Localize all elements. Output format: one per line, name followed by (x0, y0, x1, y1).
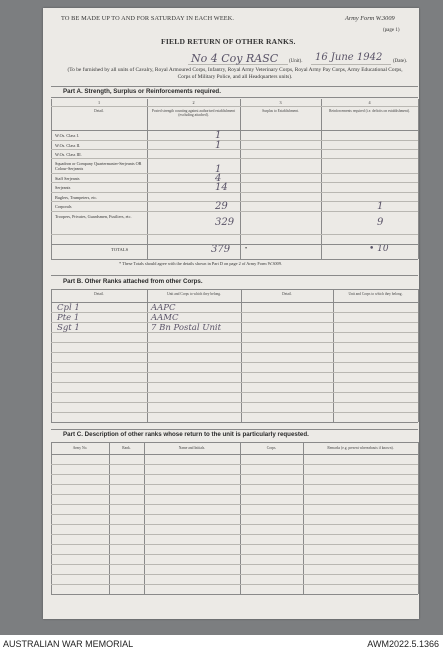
part-a-col-rule (321, 99, 322, 259)
date-handwritten: 16 June 1942 (315, 52, 383, 63)
part-b-row-rule (51, 312, 418, 313)
part-a-row-rule (51, 140, 418, 141)
part-b-col-rule (418, 289, 419, 422)
part-a-totals-label: TOTALS (111, 247, 129, 252)
part-a-row-strength: 14 (215, 182, 228, 193)
part-b-row-rule (51, 412, 418, 413)
part-b-row-rule (51, 362, 418, 363)
part-b-row-detail: Sgt 1 (57, 323, 80, 333)
part-a-row-detail: W.Os. Class III. (55, 152, 82, 157)
part-c-row-rule (51, 464, 418, 465)
part-a-row-rule (51, 182, 418, 183)
part-c-row-rule (51, 584, 418, 585)
part-c-row-rule (51, 564, 418, 565)
part-a-col-rule (240, 99, 241, 259)
form-sheet (43, 8, 419, 619)
part-c-row-rule (51, 494, 418, 495)
part-a-note: * These Totals should agree with the details shown in Part D on page 2 of Army Form W.3009. (119, 261, 283, 266)
part-a-row-detail: W.Os. Class II. (55, 143, 81, 148)
footer-bar (0, 635, 443, 653)
unit-handwritten: No 4 Coy RASC (191, 52, 279, 65)
part-b-row-detail: Cpl 1 (57, 303, 80, 313)
part-b-row-rule (51, 392, 418, 393)
part-a-row-detail: Corporals (55, 204, 72, 209)
furnish-note: (To be furnished by all units of Cavalry, Royal Armoured Corps, Infantry, Royal Army Veterinary Corps, Royal Army Pay Corps, Army Educational Corps, Corps of Military Police, and all Headquarters units). (67, 67, 403, 81)
part-b-row-rule (51, 332, 418, 333)
part-b-row-detail: Pte 1 (57, 313, 80, 323)
part-a-heading: Part A. Strength, Surplus or Reinforcements required. (63, 88, 221, 95)
part-a-col-number: 1 (98, 100, 101, 105)
part-a-row-rule (51, 201, 418, 202)
part-c-col-rule (418, 442, 419, 594)
part-a-row-detail: Buglers, Trumpeters, etc. (55, 195, 98, 200)
part-a-col-header: Reinforcements required (i.e. deficits on establishment). (329, 109, 410, 113)
part-a-col-number: 2 (192, 100, 195, 105)
part-c-col-header: Remarks (e.g. present whereabouts if known). (327, 446, 394, 450)
part-a-row-detail: Serjeants (55, 185, 71, 190)
page-number: (page 1) (383, 28, 400, 33)
part-b-row-rule (51, 352, 418, 353)
part-a-row-strength: 329 (215, 217, 235, 228)
part-a-col-rule (51, 99, 52, 259)
part-b-row-unit: AAMC (151, 313, 179, 323)
part-a-row-strength: 4 (215, 173, 222, 184)
form-number: Army Form W.3009 (345, 15, 395, 22)
part-c-row-rule (51, 514, 418, 515)
part-a-row-strength: 29 (215, 201, 228, 212)
part-b-row-unit: AAPC (151, 303, 176, 313)
part-a-col-header: Posted strength counting against authorised establishment (excluding attached). (151, 109, 236, 118)
part-a-row-rule (51, 234, 418, 235)
part-b-row-rule (51, 322, 418, 323)
part-a-row-detail: Staff Serjeants (55, 176, 80, 181)
part-c-row-rule (51, 544, 418, 545)
part-b-heading: Part B. Other Ranks attached from other Corps. (63, 278, 203, 285)
part-a-row-strength: 1 (215, 164, 222, 175)
weekly-notice: TO BE MADE UP TO AND FOR SATURDAY IN EACH WEEK. (61, 15, 235, 22)
part-b-col-header: Unit and Corps to which they belong. (167, 292, 221, 296)
part-a-rule (51, 106, 418, 107)
part-c-row-rule (51, 524, 418, 525)
part-c-row-rule (51, 504, 418, 505)
part-a-total-strength: 379 (211, 244, 231, 255)
part-a-col-rule (418, 99, 419, 259)
part-c-rule (51, 454, 418, 455)
part-a-row-strength: 1 (215, 130, 222, 141)
part-a-rule (51, 244, 418, 245)
part-a-rule (51, 130, 418, 131)
part-b-col-header: Detail. (94, 292, 104, 296)
part-a-total-reinforcements: • 10 (369, 244, 389, 254)
part-c-row-rule (51, 574, 418, 575)
unit-label: (Unit). (289, 59, 303, 64)
part-c-col-header: Rank. (122, 446, 131, 450)
part-a-row-rule (51, 158, 418, 159)
part-a-col-number: 4 (368, 100, 371, 105)
part-a-row-rule (51, 192, 418, 193)
form-title: FIELD RETURN OF OTHER RANKS. (161, 37, 296, 46)
part-a-row-strength: 1 (215, 140, 222, 151)
part-a-row-detail: Troopers, Privates, Guardsmen, Fusiliers, etc. (55, 214, 132, 219)
part-c-col-header: Name and Initials. (178, 446, 206, 450)
part-b-rule (51, 289, 418, 290)
part-c-heading: Part C. Description of other ranks whose return to the unit is particularly requested. (63, 431, 309, 438)
part-a-col-number: 3 (279, 100, 282, 105)
part-a-row-detail: Squadron or Company Quartermaster-Serjeants OR Colour-Serjeants (55, 161, 142, 171)
part-b-rule (51, 302, 418, 303)
part-b-row-unit: 7 Bn Postal Unit (151, 323, 222, 333)
part-b-row-rule (51, 382, 418, 383)
part-a-col-header: Surplus to Establishment. (262, 109, 299, 113)
part-c-row-rule (51, 534, 418, 535)
part-a-row-reinforcements: 1 (377, 201, 384, 212)
part-a-col-rule (147, 99, 148, 259)
part-b-row-rule (51, 342, 418, 343)
part-b-row-rule (51, 402, 418, 403)
part-a-row-rule (51, 173, 418, 174)
part-a-total-surplus: • (245, 246, 248, 252)
part-b-col-header: Unit and Corps to which they belong. (348, 292, 403, 296)
part-a-rule (51, 259, 418, 260)
part-a-col-header: Detail. (94, 109, 104, 113)
part-c-row-rule (51, 474, 418, 475)
part-a-row-rule (51, 149, 418, 150)
part-c-rule (51, 594, 418, 595)
part-b-col-header: Detail. (282, 292, 292, 296)
part-b-rule (51, 422, 418, 423)
date-label: (Date). (393, 59, 408, 64)
footer-accession-number: AWM2022.5.1366 (367, 639, 439, 649)
part-b-row-rule (51, 372, 418, 373)
part-a-row-detail: W.Os. Class I. (55, 133, 79, 138)
part-c-row-rule (51, 484, 418, 485)
part-c-col-header: Army No. (72, 446, 88, 450)
part-a-row-rule (51, 211, 418, 212)
part-c-col-header: Corps. (266, 446, 277, 450)
part-a-row-reinforcements: 9 (377, 217, 384, 228)
footer-institution: AUSTRALIAN WAR MEMORIAL (3, 639, 134, 649)
part-c-row-rule (51, 554, 418, 555)
part-c-rule (51, 442, 418, 443)
